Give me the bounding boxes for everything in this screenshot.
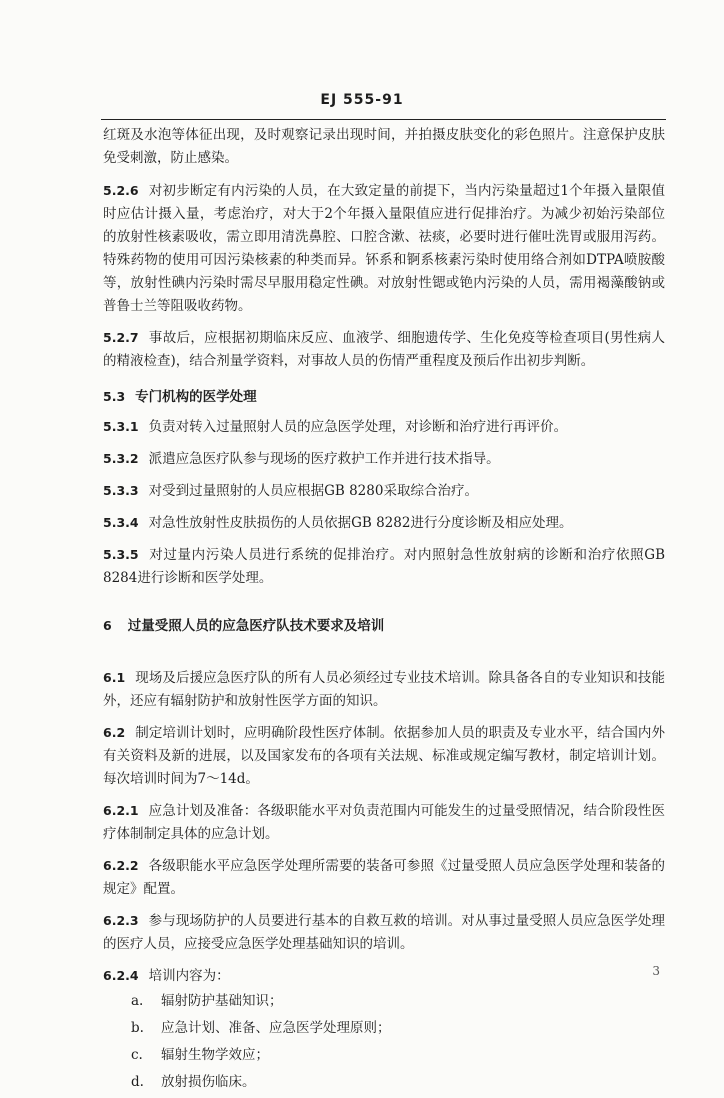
clause-list-5-2 [103, 179, 665, 373]
list-item [131, 1044, 665, 1067]
clause-text: 参与现场防护的人员要进行基本的自救互救的培训。对从事过量受照人员应急医学处理的医疗人员，应接受应急医学处理基础知识的培训。 [103, 913, 665, 952]
clause-number: 6.2.2 [103, 858, 139, 873]
clause-text: 事故后，应根据初期临床反应、血液学、细胞遗传学、生化免疫等检查项目(男性病人的精液检查)，结合剂量学资料，对事故人员的伤情严重程度及预后作出初步判断。 [103, 330, 665, 369]
list-item [131, 1071, 665, 1094]
clause-number: 5.3.5 [103, 547, 139, 562]
clause [103, 799, 665, 846]
list-item [131, 990, 665, 1013]
clause-text: 制定培训计划时，应明确阶段性医疗体制。依据参加人员的职责及专业水平，结合国内外有关资料及新的进展，以及国家发布的各项有关法规、标准或规定编写教材，制定培训计划。每次培训时间为7～14d。 [103, 725, 665, 787]
clause [103, 326, 665, 373]
clause-text: 各级职能水平应急医学处理所需要的装备可参照《过量受照人员应急医学处理和装备的规定》配置。 [103, 858, 665, 897]
clause-number: 6.1 [103, 670, 126, 685]
clause [103, 415, 665, 439]
clause-text: 现场及后援应急医疗队的所有人员必须经过专业技术培训。除具备各自的专业知识和技能外，还应有辐射防护和放射性医学方面的知识。 [103, 670, 665, 709]
clause-number: 5.3.1 [103, 419, 139, 434]
clause-number: 6.2.4 [103, 968, 139, 983]
clause-text: 对过量内污染人员进行系统的促排治疗。对内照射急性放射病的诊断和治疗依照GB 8284进行诊断和医学处理。 [103, 547, 665, 586]
clause [103, 854, 665, 901]
clause-text: 负责对转入过量照射人员的应急医学处理，对诊断和治疗进行再评价。 [148, 419, 568, 435]
clause-text: 对急性放射性皮肤损伤的人员依据GB 8282进行分度诊断及相应处理。 [148, 515, 573, 531]
clause [103, 179, 665, 318]
clause-text: 对受到过量照射的人员应根据GB 8280采取综合治疗。 [148, 483, 478, 499]
list-marker: b. [131, 1020, 144, 1036]
clause-number: 6.2.1 [103, 803, 139, 818]
continued-paragraph: 红斑及水泡等体征出现，及时观察记录出现时间，并拍摄皮肤变化的彩色照片。注意保护皮肤免受刺激，防止感染。 [103, 127, 665, 166]
section-heading-5-3: 5.3 专门机构的医学处理 [103, 389, 257, 405]
clause-number: 5.3.4 [103, 515, 139, 530]
standard-code: EJ 555-91 [320, 92, 404, 108]
training-content-list [131, 990, 665, 1094]
clause-text: 对初步断定有内污染的人员，在大致定量的前提下，当内污染量超过1个年摄入量限值时应估计摄入量，考虑治疗，对大于2个年摄入量限值应进行促排治疗。为减少初始污染部位的放射性核素吸收，需立即用清洗鼻腔、口腔含漱、祛痰，必要时进行催吐洗胃或服用泻药。特殊药物的使用可因污染核素的种类而异。钚系和锕系核素污染时使用络合剂如DTPA喷胺酸等，放射性碘内污染时需尽早服用稳定性碘。对放射性锶或铯内污染的人员，需用褐藻酸钠或普鲁士兰等阻吸收药物。 [103, 183, 665, 314]
clause [103, 447, 665, 471]
clause [103, 666, 665, 713]
clause-number: 5.3.2 [103, 451, 139, 466]
clause [103, 721, 665, 791]
clause [103, 964, 665, 988]
clause-text: 派遣应急医疗队参与现场的医疗救护工作并进行技术指导。 [148, 451, 500, 467]
clause-text: 培训内容为： [148, 968, 230, 984]
list-text: 辐射防护基础知识； [161, 993, 283, 1009]
list-item [131, 1017, 665, 1040]
clause [103, 543, 665, 590]
clause-number: 6.2.3 [103, 913, 139, 928]
list-marker: d. [131, 1074, 144, 1090]
page-content [103, 124, 665, 1098]
list-text: 放射损伤临床。 [161, 1074, 256, 1090]
clause [103, 909, 665, 956]
header-rule [101, 119, 666, 120]
clause-list-5-3 [103, 415, 665, 590]
clause-number: 5.2.6 [103, 183, 139, 198]
list-marker: a. [131, 993, 144, 1009]
list-marker: c. [131, 1047, 143, 1063]
clause-number: 6.2 [103, 725, 126, 740]
clause-number: 5.3.3 [103, 483, 139, 498]
section-heading-6: 6 过量受照人员的应急医疗队技术要求及培训 [103, 618, 385, 634]
clause-text: 应急计划及准备：各级职能水平对负责范围内可能发生的过量受照情况，结合阶段性医疗体制制定具体的应急计划。 [103, 803, 665, 842]
list-text: 辐射生物学效应； [161, 1047, 269, 1063]
clause [103, 511, 665, 535]
clause-list-6 [103, 666, 665, 988]
clause [103, 479, 665, 503]
clause-number: 5.2.7 [103, 330, 139, 345]
list-text: 应急计划、准备、应急医学处理原则； [161, 1020, 391, 1036]
page-number: 3 [652, 964, 660, 978]
